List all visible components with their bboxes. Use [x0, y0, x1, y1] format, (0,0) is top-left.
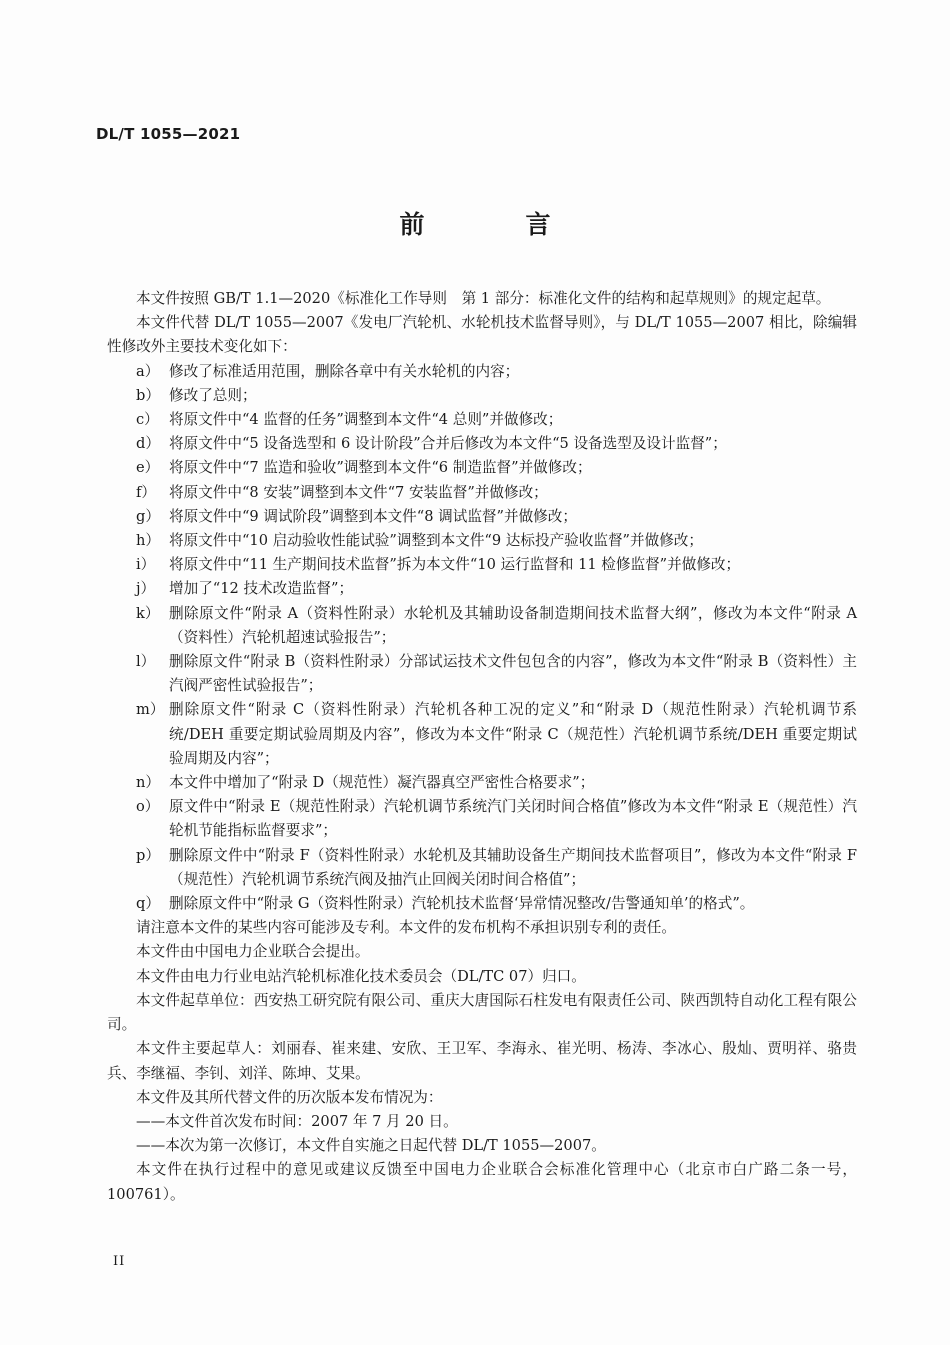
list-item-marker: j）: [136, 580, 156, 598]
list-item-text: 增加了“12 技术改造监督”；: [169, 580, 354, 598]
list-item-text: 原文件中“附录 E（规范性附录）汽轮机调节系统汽门关闭时间合格值”修改为本文件“附录 E（规范性）汽轮机节能指标监督要求”；: [169, 798, 857, 840]
list-item-marker: g）: [136, 507, 160, 525]
list-item-marker: f）: [136, 483, 156, 501]
drafting-units: 本文件起草单位：西安热工研究院有限公司、重庆大唐国际石柱发电有限责任公司、陕西凯特自动化工程有限公司。: [107, 991, 857, 1034]
history-item: ——本文件首次发布时间：2007 年 7 月 20 日。: [136, 1112, 458, 1130]
intro-paragraph: 本文件按照 GB/T 1.1—2020《标准化工作导则 第 1 部分：标准化文件的结构和起草规则》的规定起草。: [136, 290, 831, 307]
list-item: [136, 553, 857, 577]
list-item-text: 将原文件中“7 监造和验收”调整到本文件“6 制造监督”并做修改；: [169, 459, 592, 477]
list-item-text: 本文件中增加了“附录 D（规范性）凝汽器真空严密性合格要求”；: [169, 774, 595, 792]
list-item-text: 删除原文件“附录 B（资料性附录）分部试运技术文件包包含的内容”，修改为本文件“附录 B（资料性）主汽阀严密性试验报告”；: [169, 653, 857, 695]
list-item-marker: a）: [136, 362, 160, 380]
feedback-statement: 本文件在执行过程中的意见或建议反馈至中国电力企业联合会标准化管理中心（北京市白广路二条一号，100761）。: [107, 1161, 857, 1203]
foreword-body: [107, 287, 857, 1207]
list-item-text: 将原文件中“4 监督的任务”调整到本文件“4 总则”并做修改；: [169, 411, 563, 429]
list-item-text: 将原文件中“5 设备选型和 6 设计阶段”合并后修改为本文件“5 设备选型及设计监督”；: [169, 435, 727, 453]
list-item: [136, 529, 857, 553]
standard-code: DL/T 1055—2021: [96, 125, 241, 143]
list-item: [136, 795, 857, 843]
list-item: [136, 650, 857, 698]
list-item: [136, 432, 857, 456]
drafters: 本文件主要起草人：刘丽春、崔来建、安欣、王卫军、李海永、崔光明、杨涛、李冰心、殷灿、贾明祥、骆贵兵、李继福、李钊、刘洋、陈坤、艾果。: [107, 1040, 857, 1082]
list-item-marker: i）: [136, 556, 156, 574]
list-item-marker: q）: [136, 895, 160, 913]
list-item: [136, 892, 857, 916]
list-item: [136, 408, 857, 432]
list-item: [136, 698, 857, 771]
list-item: [136, 505, 857, 529]
list-item-marker: m）: [136, 701, 165, 719]
patent-notice: 请注意本文件的某些内容可能涉及专利。本文件的发布机构不承担识别专利的责任。: [136, 919, 676, 937]
list-item-text: 将原文件中“9 调试阶段”调整到本文件“8 调试监督”并做修改；: [169, 507, 577, 525]
list-item-marker: k）: [136, 604, 160, 622]
list-item-text: 删除原文件“附录 C（资料性附录）汽轮机各种工况的定义”和“附录 D（规范性附录）汽轮机调节系统/DEH 重要定期试验周期及内容”，修改为本文件“附录 C（规范性）汽轮机调节系统/DEH 重要定期试验周期及内容”；: [169, 701, 857, 767]
list-item-marker: n）: [136, 774, 160, 792]
history-heading: 本文件及其所代替文件的历次版本发布情况为：: [136, 1088, 443, 1106]
committee-statement: 本文件由电力行业电站汽轮机标准化技术委员会（DL/TC 07）归口。: [136, 967, 586, 985]
list-item: [136, 771, 857, 795]
list-item-marker: d）: [136, 435, 160, 453]
list-item: [136, 384, 857, 408]
list-item: [136, 481, 857, 505]
list-item-marker: p）: [136, 846, 160, 864]
list-item: [136, 456, 857, 480]
list-item-text: 修改了标准适用范围，删除各章中有关水轮机的内容；: [169, 362, 520, 380]
page-number: II: [113, 1254, 126, 1269]
list-item-marker: o）: [136, 798, 160, 816]
list-item-marker: e）: [136, 459, 160, 477]
list-item-marker: l）: [136, 653, 156, 671]
list-item: [136, 844, 857, 892]
change-list: [107, 360, 857, 917]
proposer-statement: 本文件由中国电力企业联合会提出。: [136, 943, 370, 961]
list-item-marker: c）: [136, 411, 159, 429]
history-item: ——本次为第一次修订，本文件自实施之日起代替 DL/T 1055—2007。: [136, 1137, 606, 1155]
list-item-marker: b）: [136, 386, 160, 404]
list-item-marker: h）: [136, 532, 160, 550]
list-item-text: 将原文件中“10 启动验收性能试验”调整到本文件“9 达标投产验收监督”并做修改；: [169, 532, 703, 550]
list-item-text: 将原文件中“11 生产期间技术监督”拆为本文件“10 运行监督和 11 检修监督”并做修改；: [169, 556, 741, 574]
list-item-text: 将原文件中“8 安装”调整到本文件“7 安装监督”并做修改；: [169, 483, 548, 501]
list-item: [136, 577, 857, 601]
list-item-text: 删除原文件“附录 A（资料性附录）水轮机及其辅助设备制造期间技术监督大纲”，修改为本文件“附录 A（资料性）汽轮机超速试验报告”；: [169, 604, 857, 646]
intro-paragraph: 本文件代替 DL/T 1055—2007《发电厂汽轮机、水轮机技术监督导则》，与 DL/T 1055—2007 相比，除编辑性修改外主要技术变化如下：: [107, 314, 857, 356]
list-item-text: 删除原文件中“附录 F（资料性附录）水轮机及其辅助设备生产期间技术监督项目”，修改为本文件“附录 F（规范性）汽轮机调节系统汽阀及抽汽止回阀关闭时间合格值”；: [169, 846, 857, 888]
list-item: [136, 602, 857, 650]
list-item-text: 删除原文件中“附录 G（资料性附录）汽轮机技术监督‘异常情况整改/告警通知单’的格式”。: [169, 895, 755, 913]
list-item-text: 修改了总则；: [169, 386, 257, 404]
page-title: 前 言: [399, 210, 589, 239]
list-item: [136, 360, 857, 384]
